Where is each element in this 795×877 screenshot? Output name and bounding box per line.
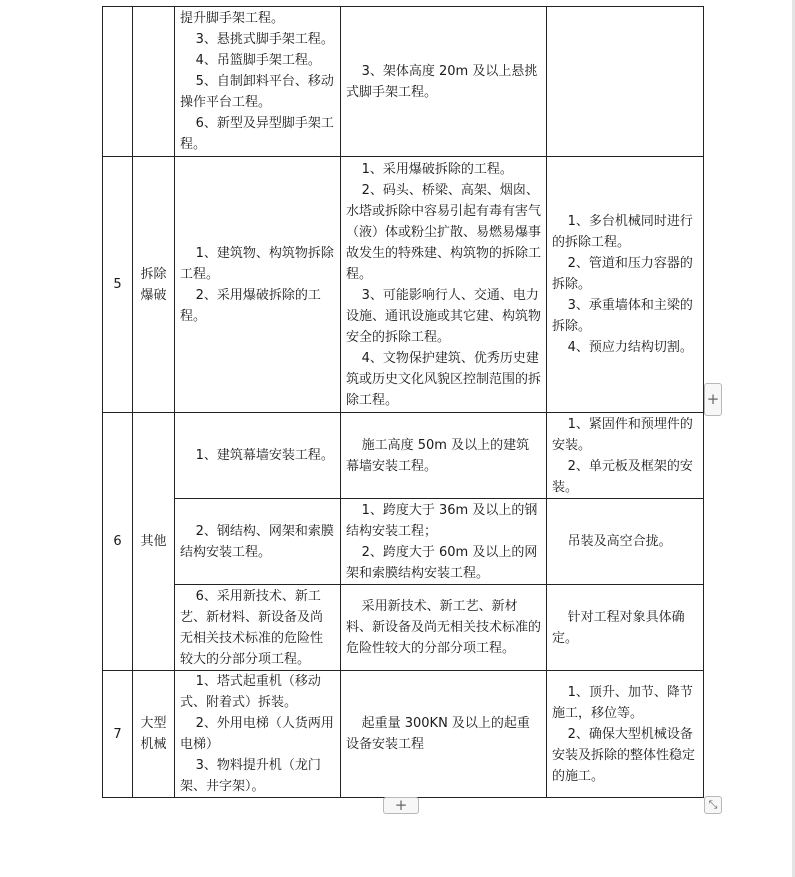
- cell-paragraph: 2、外用电梯（人货两用电梯）: [180, 716, 334, 752]
- cell-paragraph: 3、物料提升机（龙门架、井字架）。: [180, 758, 321, 794]
- cell-paragraph: 4、吊篮脚手架工程。: [195, 53, 321, 68]
- cell-paragraph: 采用新技术、新工艺、新材料、新设备及尚无相关技术标准的危险性较大的分部分项工程。: [346, 599, 542, 656]
- table-row: [103, 585, 704, 671]
- add-row-button[interactable]: +: [383, 797, 419, 814]
- row-number: [103, 7, 133, 157]
- table-row: [103, 413, 704, 499]
- cell-paragraph: 2、跨度大于 60m 及以上的网架和索膜结构安装工程。: [346, 544, 538, 581]
- cell-paragraph: 1、顶升、加节、降节施工，移位等。: [552, 684, 693, 721]
- row-number: 6: [103, 413, 133, 671]
- table-row: [103, 671, 704, 798]
- col-a-cell[interactable]: [175, 585, 341, 671]
- col-c-cell[interactable]: [547, 499, 704, 585]
- cell-paragraph: 1、多台机械同时进行的拆除工程。: [552, 214, 693, 250]
- row-category: 其他: [133, 413, 175, 671]
- col-c-cell[interactable]: [547, 157, 704, 413]
- table-row: [103, 7, 704, 157]
- col-c-cell[interactable]: [547, 671, 704, 798]
- row-category: 大型机械: [133, 671, 175, 798]
- col-c-cell[interactable]: [547, 413, 704, 499]
- cell-paragraph: 2、单元板及框架的安装。: [552, 458, 693, 495]
- cell-paragraph: 起重量 300KN 及以上的起重设备安装工程: [346, 716, 530, 752]
- hazard-table: [102, 6, 704, 798]
- resize-table-handle[interactable]: ⤡: [704, 796, 722, 814]
- cell-paragraph: 3、承重墙体和主梁的拆除。: [552, 298, 693, 334]
- col-a-cell[interactable]: [175, 157, 341, 413]
- col-b-cell[interactable]: [341, 413, 547, 499]
- cell-paragraph: 2、钢结构、网架和索膜结构安装工程。: [180, 523, 334, 560]
- col-a-cell[interactable]: [175, 671, 341, 798]
- cell-paragraph: 3、悬挑式脚手架工程。: [195, 32, 334, 47]
- cell-paragraph: 1、跨度大于 36m 及以上的钢结构安装工程；: [346, 502, 538, 539]
- col-c-cell[interactable]: [547, 585, 704, 671]
- cell-paragraph: 6、新型及异型脚手架工程。: [180, 116, 334, 152]
- col-a-cell[interactable]: [175, 499, 341, 585]
- cell-paragraph: 2、确保大型机械设备安装及拆除的整体性稳定的施工。: [552, 726, 696, 784]
- cell-paragraph: 1、紧固件和预埋件的安装。: [552, 416, 693, 453]
- cell-paragraph: 4、文物保护建筑、优秀历史建筑或历史文化风貌区控制范围的拆除工程。: [346, 350, 542, 408]
- cell-paragraph: 4、预应力结构切割。: [567, 340, 693, 355]
- cell-paragraph: 3、架体高度 20m 及以上悬挑式脚手架工程。: [346, 63, 538, 100]
- col-b-cell[interactable]: [341, 7, 547, 157]
- col-c-cell[interactable]: [547, 7, 704, 157]
- cell-paragraph: 5、自制卸料平台、移动操作平台工程。: [180, 74, 334, 110]
- cell-paragraph: 针对工程对象具体确定。: [552, 609, 685, 646]
- cell-paragraph: 1、建筑物、构筑物拆除工程。: [180, 245, 334, 282]
- cell-paragraph: 施工高度 50m 及以上的建筑幕墙安装工程。: [346, 437, 530, 474]
- cell-paragraph: 2、管道和压力容器的拆除。: [552, 256, 693, 292]
- table-row: [103, 499, 704, 585]
- col-a-cell[interactable]: [175, 413, 341, 499]
- cell-paragraph: 提升脚手架工程。: [180, 11, 285, 26]
- col-b-cell[interactable]: [341, 585, 547, 671]
- cell-paragraph: 1、建筑幕墙安装工程。: [195, 448, 334, 463]
- row-category: 拆除爆破: [133, 157, 175, 413]
- col-b-cell[interactable]: [341, 499, 547, 585]
- cell-paragraph: 1、塔式起重机（移动式、附着式）拆装。: [180, 674, 321, 710]
- col-b-cell[interactable]: [341, 671, 547, 798]
- cell-paragraph: 6、采用新技术、新工艺、新材料、新设备及尚无相关技术标准的危险性较大的分部分项工程。: [180, 588, 324, 667]
- col-b-cell[interactable]: [341, 157, 547, 413]
- row-number: 5: [103, 157, 133, 413]
- cell-paragraph: 2、码头、桥梁、高架、烟囱、水塔或拆除中容易引起有毒有害气（液）体或粉尘扩散、易燃易爆事故发生的特殊建、构筑物的拆除工程。: [346, 182, 542, 282]
- cell-paragraph: 1、采用爆破拆除的工程。: [361, 161, 513, 177]
- add-column-button[interactable]: +: [704, 383, 722, 416]
- cell-paragraph: 2、采用爆破拆除的工程。: [180, 287, 321, 324]
- cell-paragraph: 3、可能影响行人、交通、电力设施、通讯设施或其它建、构筑物安全的拆除工程。: [346, 287, 542, 345]
- col-a-cell[interactable]: [175, 7, 341, 157]
- row-category: [133, 7, 175, 157]
- cell-paragraph: 吊装及高空合拢。: [567, 534, 672, 549]
- row-number: 7: [103, 671, 133, 798]
- table-row: [103, 157, 704, 413]
